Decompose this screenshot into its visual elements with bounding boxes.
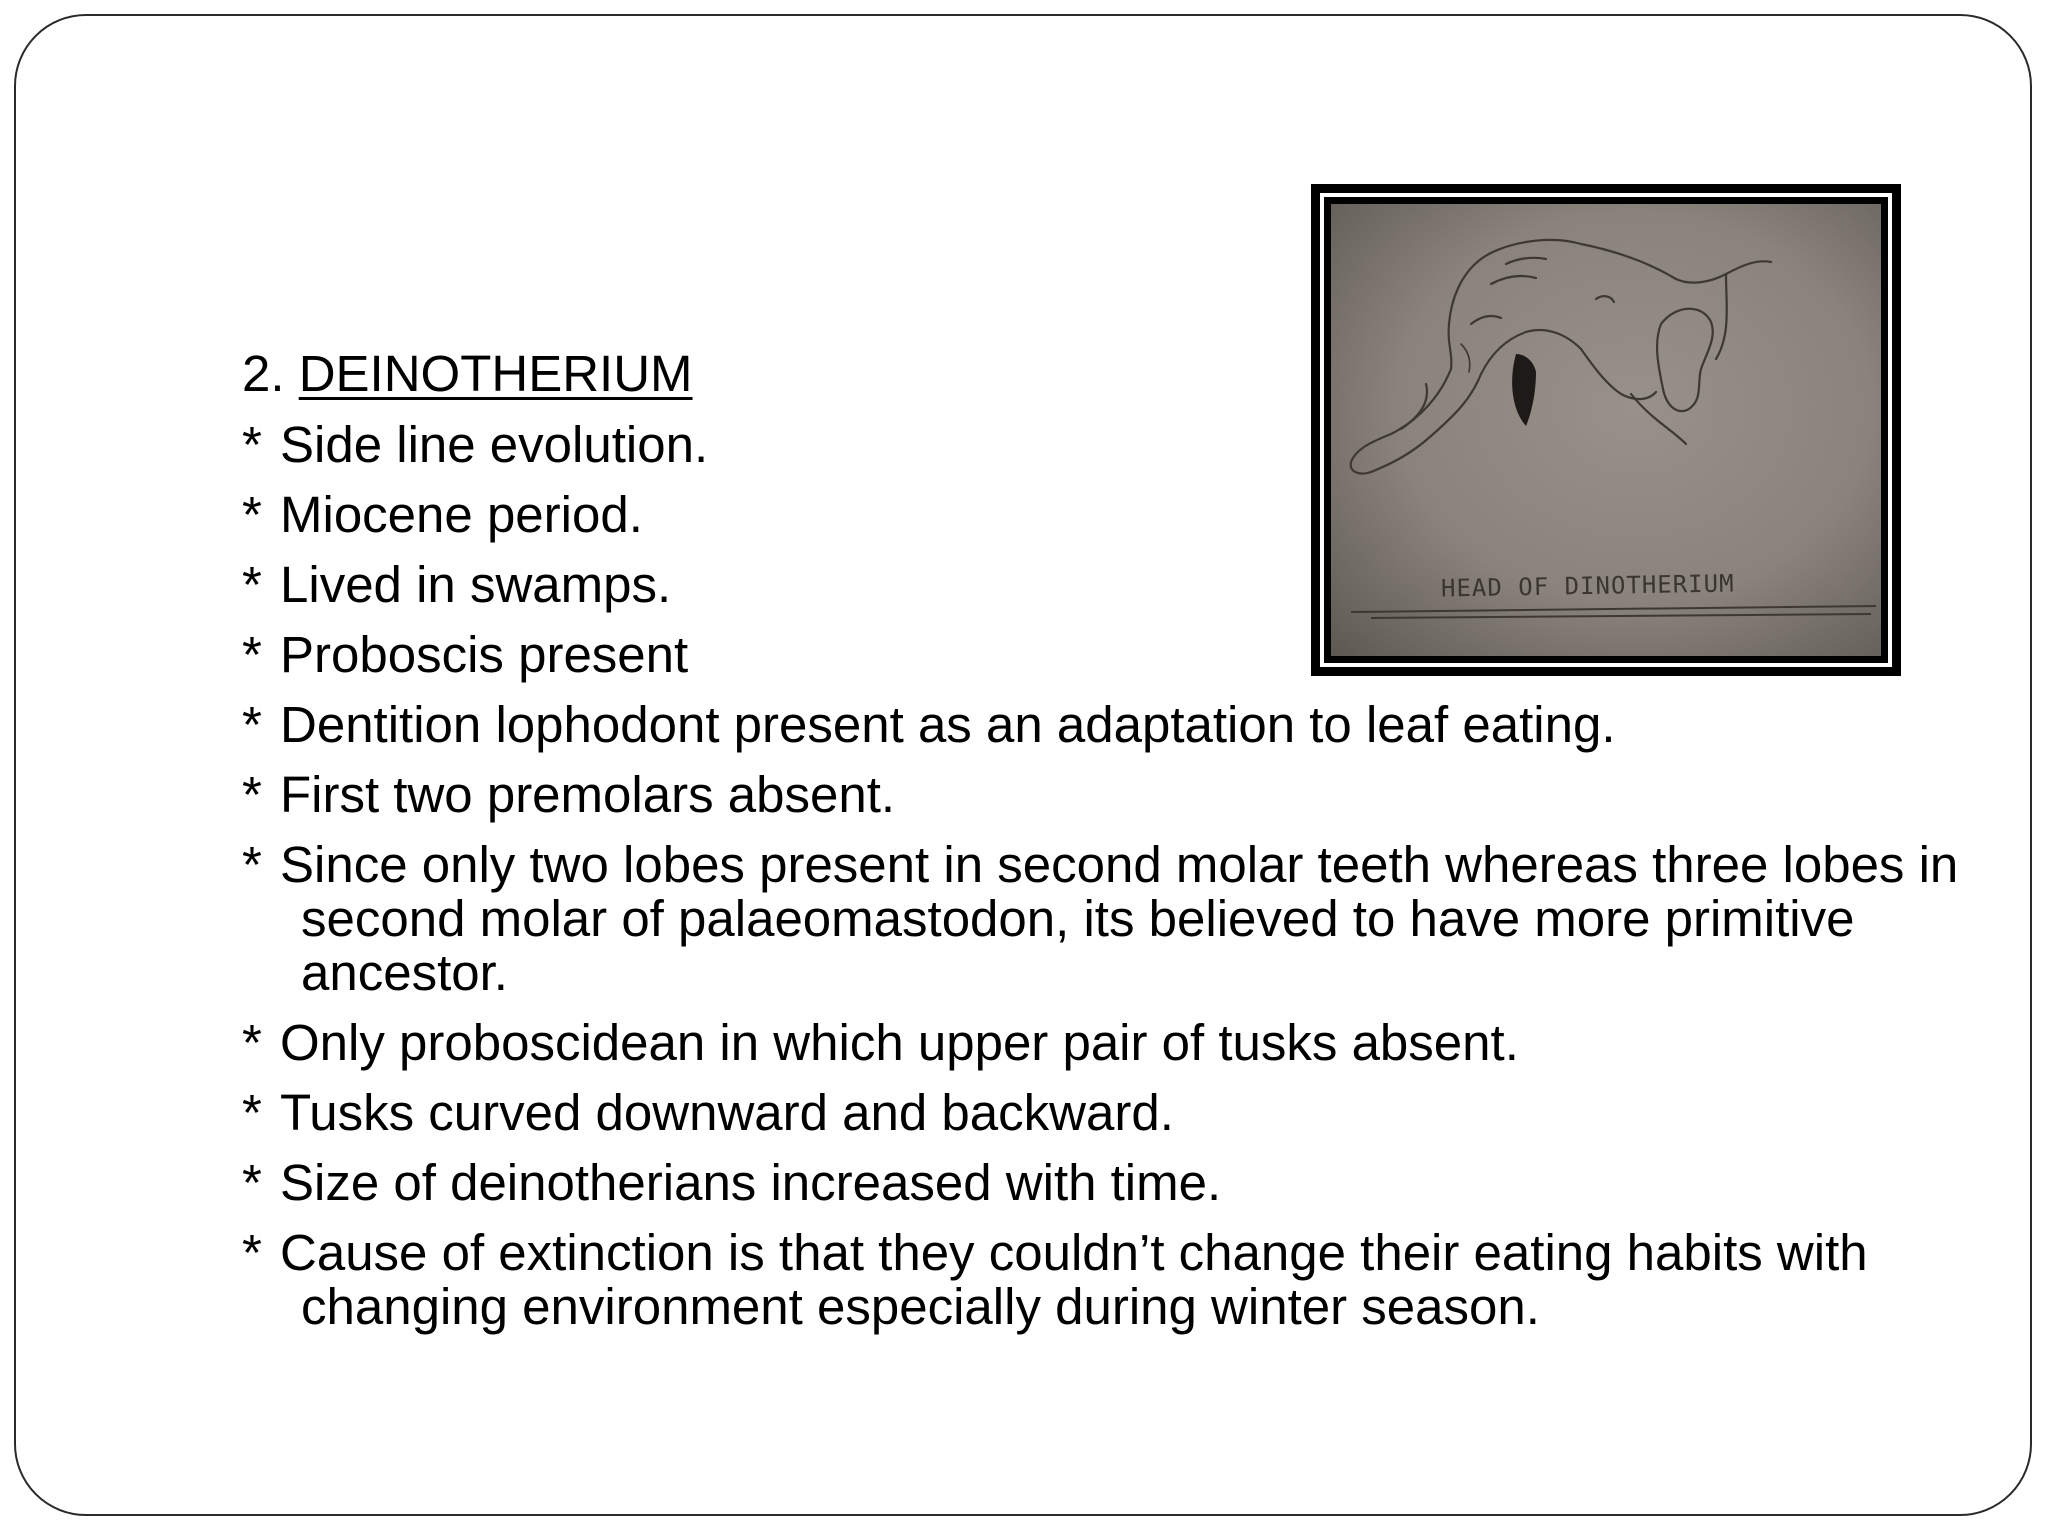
list-item xyxy=(242,768,1962,822)
list-item xyxy=(242,488,1962,542)
list-item xyxy=(242,1226,1962,1334)
bullet-marker: * xyxy=(242,1224,262,1281)
list-item xyxy=(242,628,1962,682)
list-item xyxy=(242,1156,1962,1210)
bullet-marker: * xyxy=(242,416,262,473)
bullet-marker: * xyxy=(242,836,262,893)
heading-number: 2. xyxy=(242,345,299,402)
bullet-text: Size of deinotherians increased with time. xyxy=(280,1154,1222,1211)
bullet-marker: * xyxy=(242,766,262,823)
bullet-marker: * xyxy=(242,1154,262,1211)
bullet-list xyxy=(242,418,1962,1334)
figure-caption: HEAD OF DINOTHERIUM xyxy=(1440,569,1735,603)
slide-content xyxy=(242,346,1962,1350)
bullet-text: Side line evolution. xyxy=(280,416,709,473)
list-item xyxy=(242,698,1962,752)
bullet-marker: * xyxy=(242,486,262,543)
list-item xyxy=(242,558,1962,612)
bullet-marker: * xyxy=(242,626,262,683)
bullet-text: First two premolars absent. xyxy=(280,766,896,823)
bullet-text: Proboscis present xyxy=(280,626,689,683)
bullet-text: Tusks curved downward and backward. xyxy=(280,1084,1174,1141)
bullet-text: Since only two lobes present in second molar teeth whereas three lobes in second molar of palaeomastodon, its believed to have more primitive ancestor. xyxy=(280,836,1959,1001)
bullet-text: Cause of extinction is that they couldn’t change their eating habits with changing environment especially during winter season. xyxy=(280,1224,1868,1335)
slide-heading xyxy=(242,346,1962,402)
bullet-marker: * xyxy=(242,556,262,613)
bullet-text: Lived in swamps. xyxy=(280,556,672,613)
list-item xyxy=(242,1016,1962,1070)
bullet-text: Miocene period. xyxy=(280,486,643,543)
list-item xyxy=(242,838,1962,1000)
bullet-text: Dentition lophodont present as an adaptation to leaf eating. xyxy=(280,696,1616,753)
list-item xyxy=(242,418,1962,472)
bullet-marker: * xyxy=(242,1084,262,1141)
bullet-marker: * xyxy=(242,1014,262,1071)
heading-title: DEINOTHERIUM xyxy=(298,345,693,402)
list-item xyxy=(242,1086,1962,1140)
bullet-marker: * xyxy=(242,696,262,753)
slide-frame xyxy=(14,14,2032,1516)
bullet-text: Only proboscidean in which upper pair of tusks absent. xyxy=(280,1014,1519,1071)
